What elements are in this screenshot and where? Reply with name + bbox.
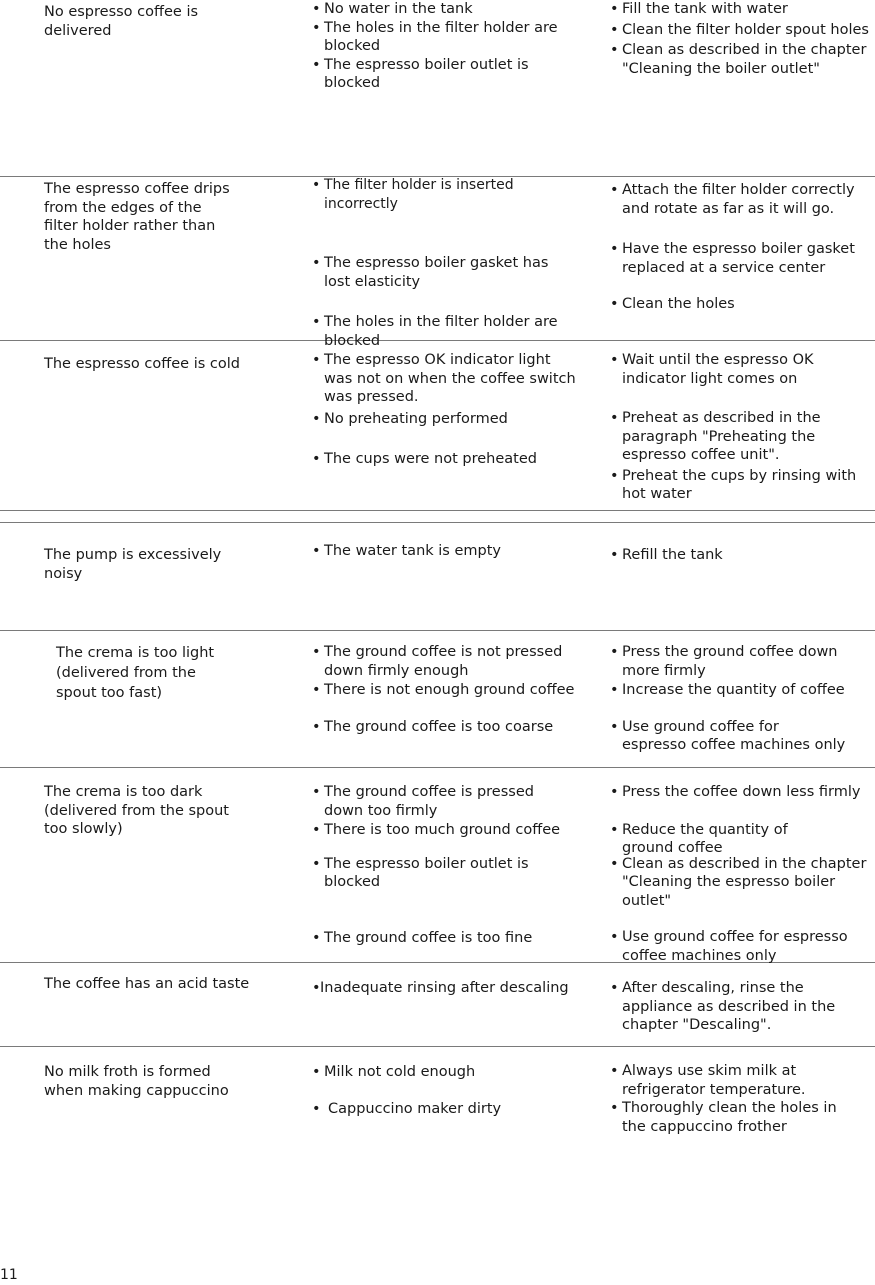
solution-cell <box>610 0 874 78</box>
cause-cell <box>312 542 584 561</box>
row-divider <box>0 1046 875 1047</box>
cause-cell <box>312 1063 584 1118</box>
problem-cell <box>56 643 234 703</box>
solution-item: • Clean as described in the chapter "Cleaning the espresso boiler outlet" <box>610 855 875 911</box>
problem-text: The coffee has an acid taste <box>44 976 250 992</box>
solution-item: • Clean as described in the chapter "Cleaning the boiler outlet" <box>610 41 874 78</box>
problem-cell <box>44 546 254 583</box>
cause-item: • The ground coffee is not pressed down firmly enough <box>312 643 564 680</box>
cause-item: • The water tank is empty <box>312 542 584 561</box>
cause-item: • The espresso boiler gasket has lost elasticity <box>312 254 569 291</box>
problem-text: The crema is too dark (delivered from the spout too slowly) <box>44 784 229 837</box>
row-divider <box>0 767 875 768</box>
row-divider <box>0 522 875 523</box>
problem-cell <box>44 355 254 374</box>
cause-cell <box>312 979 584 998</box>
cause-item: • The espresso OK indicator light was not on when the coffee switch was pressed. <box>312 351 579 407</box>
problem-text: The crema is too light (delivered from the spout too fast) <box>56 645 215 701</box>
cause-item: • The ground coffee is too coarse <box>312 718 584 737</box>
page-number: 11 <box>0 1267 18 1283</box>
problem-text: No espresso coffee is delivered <box>44 4 199 39</box>
solution-cell <box>610 181 874 314</box>
problem-cell <box>44 1063 249 1100</box>
problem-cell <box>44 180 234 254</box>
solution-cell <box>610 979 875 1035</box>
cause-item: • Cappuccino maker dirty <box>312 1100 584 1119</box>
cause-item: • There is too much ground coffee <box>312 821 584 840</box>
cause-cell <box>312 176 584 350</box>
solution-item: • After descaling, rinse the appliance as described in the chapter "Descaling". <box>610 979 875 1035</box>
solution-item: • Press the coffee down less firmly <box>610 783 874 802</box>
solution-item: • Preheat the cups by rinsing with hot water <box>610 467 875 504</box>
problem-text: The pump is excessively noisy <box>44 547 222 582</box>
cause-item: • The espresso boiler outlet is blocked <box>312 56 584 93</box>
solution-item: • Always use skim milk at refrigerator temperature. <box>610 1062 850 1099</box>
cause-item: • The ground coffee is too fine <box>312 929 584 948</box>
solution-item: • Increase the quantity of coffee <box>610 681 874 700</box>
solution-item: • Use ground coffee for espresso coffee machines only <box>610 718 847 755</box>
problem-text: The espresso coffee is cold <box>44 356 240 372</box>
cause-item: • The ground coffee is pressed down too firmly <box>312 783 574 820</box>
solution-item: • Reduce the quantity of ground coffee <box>610 821 837 858</box>
solution-item: • Wait until the espresso OK indicator light comes on <box>610 351 875 388</box>
cause-item: • The filter holder is inserted incorrectly <box>312 176 584 213</box>
solution-item: • Clean the holes <box>610 295 874 314</box>
solution-cell <box>610 643 874 755</box>
problem-cell <box>44 975 254 994</box>
solution-item: • Attach the filter holder correctly and rotate as far as it will go. <box>610 181 874 218</box>
problem-cell <box>44 783 249 839</box>
solution-item: • Fill the tank with water <box>610 0 874 19</box>
row-divider <box>0 510 875 511</box>
solution-item: • Press the ground coffee down more firmly <box>610 643 875 680</box>
cause-cell <box>312 351 584 469</box>
problem-text: The espresso coffee drips from the edges of the filter holder rather than the holes <box>44 181 230 253</box>
cause-cell <box>312 0 584 93</box>
cause-cell <box>312 783 584 947</box>
cause-item: • The holes in the filter holder are blocked <box>312 313 569 350</box>
solution-cell <box>610 783 874 965</box>
cause-item: • The cups were not preheated <box>312 450 584 469</box>
solution-item: • Have the espresso boiler gasket replaced at a service center <box>610 240 857 277</box>
solution-item: • Preheat as described in the paragraph "Preheating the espresso coffee unit". <box>610 409 875 465</box>
cause-cell <box>312 643 584 736</box>
cause-item: • No preheating performed <box>312 410 584 429</box>
solution-cell <box>610 351 874 504</box>
cause-item: • Milk not cold enough <box>312 1063 584 1082</box>
row-divider <box>0 630 875 631</box>
cause-item: • There is not enough ground coffee <box>312 681 584 700</box>
cause-item: • The holes in the filter holder are blocked <box>312 19 564 56</box>
solution-cell <box>610 546 874 565</box>
solution-item: • Clean the filter holder spout holes <box>610 21 874 40</box>
cause-item: • No water in the tank <box>312 0 584 19</box>
solution-cell <box>610 1062 850 1136</box>
solution-item: • Use ground coffee for espresso coffee machines only <box>610 928 875 965</box>
problem-text: No milk froth is formed when making cappuccino <box>44 1064 229 1099</box>
problem-cell <box>44 3 214 40</box>
cause-item: • Inadequate rinsing after descaling <box>312 979 584 998</box>
solution-item: • Thoroughly clean the holes in the cappuccino frother <box>610 1099 862 1136</box>
solution-item: • Refill the tank <box>610 546 874 565</box>
cause-item: • The espresso boiler outlet is blocked <box>312 855 584 892</box>
